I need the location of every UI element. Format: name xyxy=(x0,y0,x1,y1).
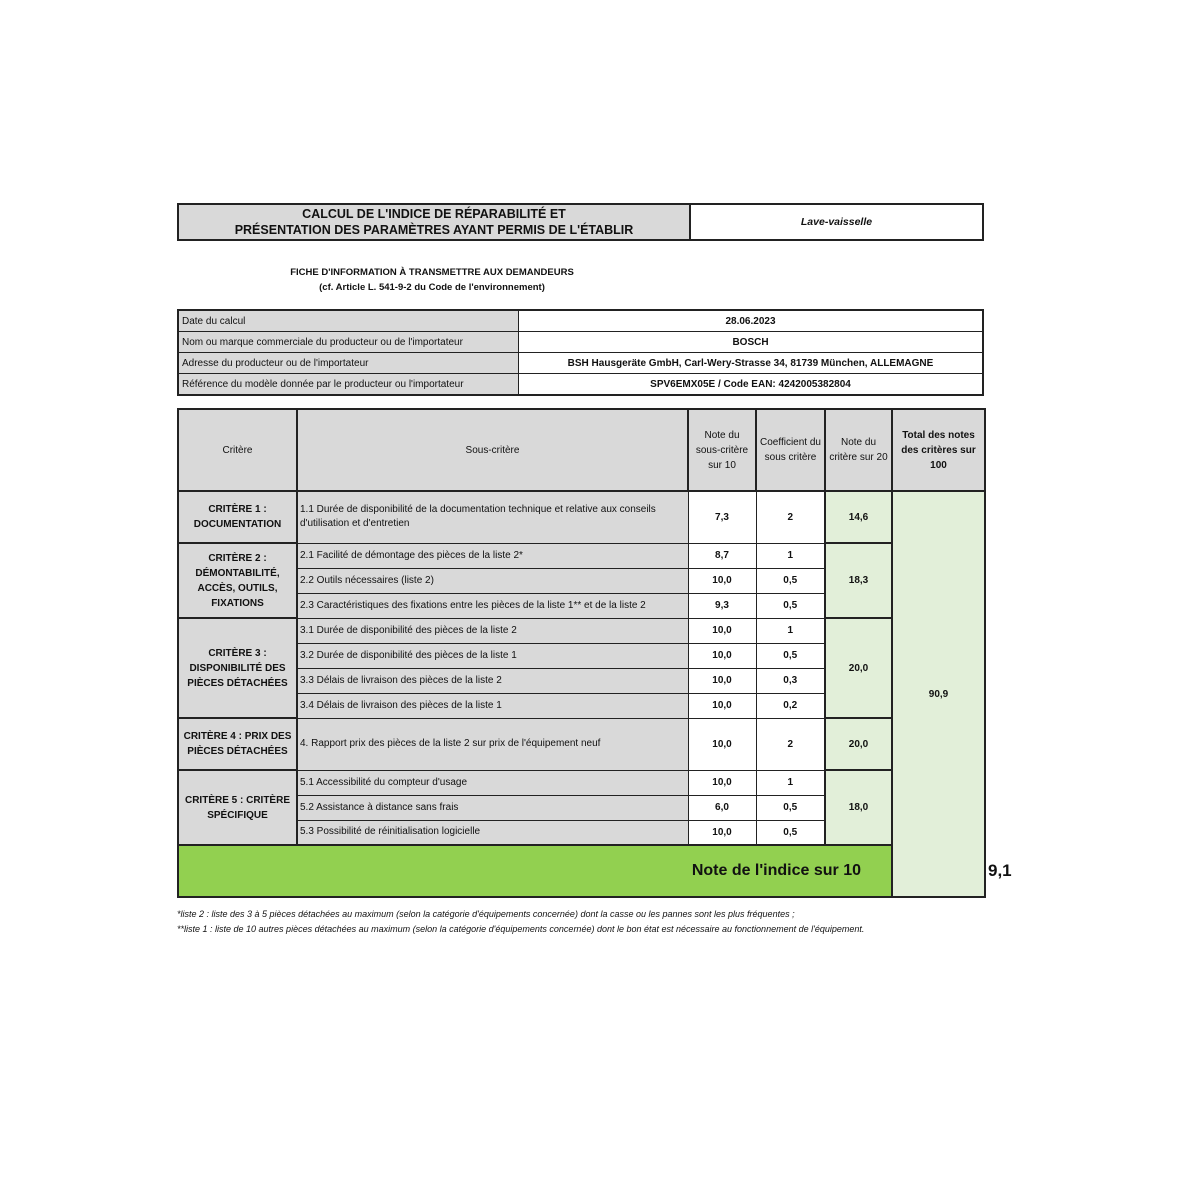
fiche-line-2: (cf. Article L. 541-9-2 du Code de l'environnement) xyxy=(319,282,545,293)
subcriterion-coef: 0,5 xyxy=(756,643,825,668)
subcriterion-note: 6,0 xyxy=(688,795,756,820)
document-title xyxy=(179,205,691,239)
header-box xyxy=(177,203,984,241)
subcriterion-note: 10,0 xyxy=(688,568,756,593)
subcriterion-label: 3.3 Délais de livraison des pièces de la liste 2 xyxy=(297,668,688,693)
subcriterion-coef: 2 xyxy=(756,491,825,543)
subcriterion-note: 10,0 xyxy=(688,668,756,693)
header-coef: Coefficient du sous critère xyxy=(756,409,825,491)
info-row xyxy=(178,353,983,374)
final-score-label: Note de l'indice sur 10 xyxy=(178,845,892,897)
score-table xyxy=(177,408,1012,898)
subcriterion-note: 10,0 xyxy=(688,770,756,795)
header-critere: Critère xyxy=(178,409,297,491)
table-row xyxy=(178,543,985,568)
footnote-2: **liste 1 : liste de 10 autres pièces détachées au maximum (selon la catégorie d'équipements concernée) dont le bon état est nécessaire au fonctionnement de l'équipement. xyxy=(177,924,865,934)
fiche-heading xyxy=(177,265,687,295)
final-score-row: Note de l'indice sur 10 9,1 xyxy=(178,845,985,897)
info-table xyxy=(177,309,984,396)
info-label: Nom ou marque commerciale du producteur ou de l'importateur xyxy=(178,332,519,353)
info-value: BSH Hausgeräte GmbH, Carl-Wery-Strasse 34, 81739 München, ALLEMAGNE xyxy=(519,353,984,374)
info-label: Date du calcul xyxy=(178,310,519,332)
criterion-note20: 20,0 xyxy=(825,718,892,770)
subcriterion-coef: 1 xyxy=(756,618,825,643)
subcriterion-coef: 0,5 xyxy=(756,568,825,593)
criterion-note20: 18,0 xyxy=(825,770,892,845)
total-100: 90,9 xyxy=(892,491,985,897)
subcriterion-coef: 0,2 xyxy=(756,693,825,718)
subcriterion-coef: 0,5 xyxy=(756,593,825,618)
subcriterion-label: 4. Rapport prix des pièces de la liste 2 sur prix de l'équipement neuf xyxy=(297,718,688,770)
subcriterion-label: 1.1 Durée de disponibilité de la documentation technique et relative aux conseils d'utilisation et d'entretien xyxy=(297,491,688,543)
product-category: Lave-vaisselle xyxy=(800,216,873,228)
subcriterion-coef: 2 xyxy=(756,718,825,770)
info-row xyxy=(178,332,983,353)
subcriterion-note: 8,7 xyxy=(688,543,756,568)
info-value: SPV6EMX05E / Code EAN: 4242005382804 xyxy=(519,374,984,396)
subcriterion-note: 9,3 xyxy=(688,593,756,618)
header-sous-critere: Sous-critère xyxy=(297,409,688,491)
info-value: BOSCH xyxy=(519,332,984,353)
subcriterion-coef: 1 xyxy=(756,770,825,795)
table-row xyxy=(178,770,985,795)
subcriterion-label: 5.2 Assistance à distance sans frais xyxy=(297,795,688,820)
subcriterion-note: 10,0 xyxy=(688,693,756,718)
subcriterion-coef: 0,5 xyxy=(756,795,825,820)
criterion-name: CRITÈRE 5 : CRITÈRE SPÉCIFIQUE xyxy=(178,770,297,845)
table-row xyxy=(178,491,985,543)
subcriterion-label: 2.1 Facilité de démontage des pièces de la liste 2* xyxy=(297,543,688,568)
criterion-note20: 18,3 xyxy=(825,543,892,618)
title-line-1: CALCUL DE L'INDICE DE RÉPARABILITÉ ET xyxy=(302,207,566,221)
subcriterion-coef: 0,3 xyxy=(756,668,825,693)
info-label: Référence du modèle donnée par le producteur ou l'importateur xyxy=(178,374,519,396)
table-row xyxy=(178,718,985,770)
header-total: Total des notes des critères sur 100 xyxy=(892,409,985,491)
criterion-name: CRITÈRE 3 : DISPONIBILITÉ DES PIÈCES DÉTACHÉES xyxy=(178,618,297,718)
subcriterion-label: 2.2 Outils nécessaires (liste 2) xyxy=(297,568,688,593)
subcriterion-label: 3.4 Délais de livraison des pièces de la liste 1 xyxy=(297,693,688,718)
subcriterion-note: 7,3 xyxy=(688,491,756,543)
header-note20: Note du critère sur 20 xyxy=(825,409,892,491)
criterion-name: CRITÈRE 4 : PRIX DES PIÈCES DÉTACHÉES xyxy=(178,718,297,770)
info-value: 28.06.2023 xyxy=(519,310,984,332)
subcriterion-coef: 1 xyxy=(756,543,825,568)
subcriterion-note: 10,0 xyxy=(688,643,756,668)
footnotes xyxy=(177,907,1007,937)
subcriterion-label: 2.3 Caractéristiques des fixations entre les pièces de la liste 1** et de la liste 2 xyxy=(297,593,688,618)
subcriterion-note: 10,0 xyxy=(688,820,756,845)
info-row xyxy=(178,310,983,332)
subcriterion-label: 3.1 Durée de disponibilité des pièces de la liste 2 xyxy=(297,618,688,643)
subcriterion-label: 3.2 Durée de disponibilité des pièces de la liste 1 xyxy=(297,643,688,668)
subcriterion-label: 5.1 Accessibilité du compteur d'usage xyxy=(297,770,688,795)
title-line-2: PRÉSENTATION DES PARAMÈTRES AYANT PERMIS DE L'ÉTABLIR xyxy=(234,223,634,237)
subcriterion-note: 10,0 xyxy=(688,618,756,643)
header-note10: Note du sous-critère sur 10 xyxy=(688,409,756,491)
info-label: Adresse du producteur ou de l'importateur xyxy=(178,353,519,374)
info-row xyxy=(178,374,983,396)
table-row xyxy=(178,618,985,643)
criterion-name: CRITÈRE 2 : DÉMONTABILITÉ, ACCÈS, OUTILS, FIXATIONS xyxy=(178,543,297,618)
footnote-1: *liste 2 : liste des 3 à 5 pièces détachées au maximum (selon la catégorie d'équipements concernée) dont la casse ou les pannes sont les plus fréquentes ; xyxy=(177,909,795,919)
fiche-line-1: FICHE D'INFORMATION À TRANSMETTRE AUX DEMANDEURS xyxy=(290,267,574,278)
criterion-name: CRITÈRE 1 : DOCUMENTATION xyxy=(178,491,297,543)
criterion-note20: 20,0 xyxy=(825,618,892,718)
criterion-note20: 14,6 xyxy=(825,491,892,543)
table-header-row xyxy=(178,409,985,491)
subcriterion-note: 10,0 xyxy=(688,718,756,770)
subcriterion-coef: 0,5 xyxy=(756,820,825,845)
subcriterion-label: 5.3 Possibilité de réinitialisation logicielle xyxy=(297,820,688,845)
